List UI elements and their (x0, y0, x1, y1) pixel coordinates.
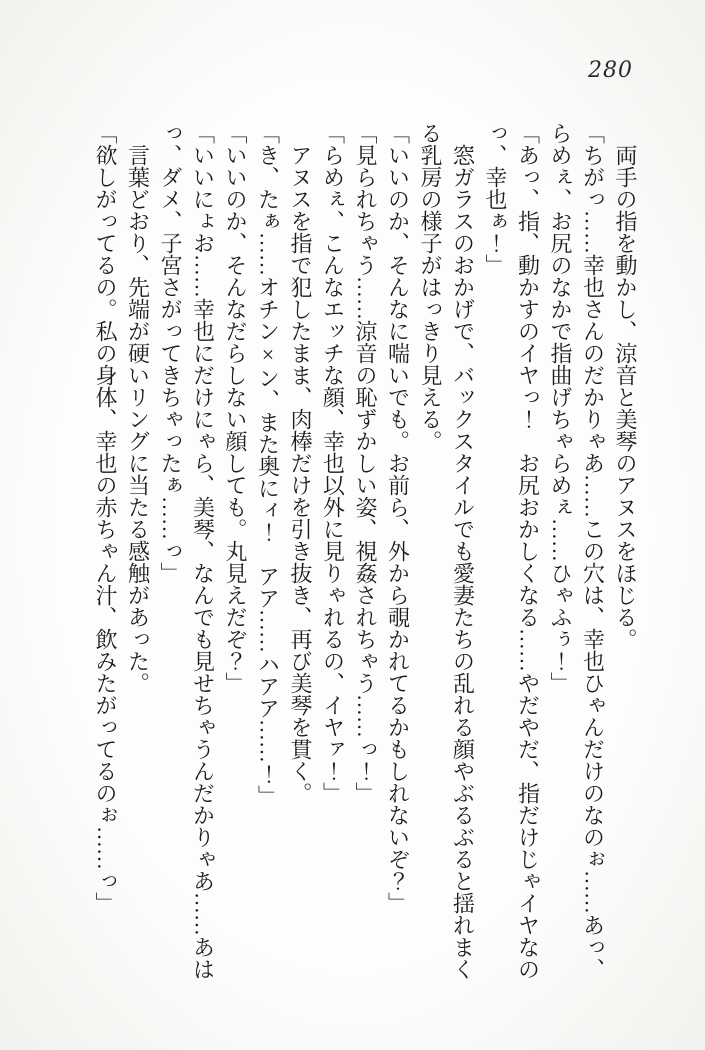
paragraph: 「いいのか、そんなだらしない顔しても。丸見えだぞ？」 (223, 122, 248, 694)
paragraph: 「らめぇ、こんなエッチな顔、幸也以外に見りゃれるの、イヤァ！」 (320, 122, 346, 804)
paragraph: 「いいのか、そんなに喘いでも。お前ら、外から覗かれてるかもしれないぞ？」 (385, 122, 411, 914)
paragraph: アヌスを指で犯したまま、肉棒だけを引き抜き、再び美琴を貫く。 (288, 144, 313, 804)
paragraph: 「欲しがってるの。私の身体、幸也の赤ちゃん汁、飲みたがってるのぉ……っ」 (93, 122, 118, 914)
vertical-text-block (89, 122, 642, 982)
paragraph: 窓ガラスのおかげで、バックスタイルでも愛妻たちの乱れる顔やぶるぶると揺れまくる乳房の様子がはっきり見える。 (418, 122, 476, 980)
paragraph: 「見られちゃう……涼音の恥ずかしい姿、視姦されちゃう……っ！」 (353, 122, 378, 804)
paragraph: 「いいにょお……幸也にだけにゃら、美琴、なんでも見せちゃうんだかりゃあ……あはっ、ダメ、子宮さがってきちゃったぁ……っ」 (158, 122, 216, 980)
paragraph: 両手の指を動かし、涼音と美琴のアヌスをほじる。 (613, 144, 638, 650)
paragraph: 言葉どおり、先端が硬いリングに当たる感触があった。 (125, 144, 151, 694)
page-number: 280 (588, 58, 633, 83)
paragraph: 「き、たぁ……オチン×ン、また奥にィ！ アア……ハアア……！」 (255, 122, 281, 807)
paragraph: 「あっ、指、動かすのイヤっ！ お尻おかしくなる……やだやだ、指だけじゃイヤなのっ、幸也ぁ！」 (483, 122, 541, 980)
paragraph: 「ちがっ……幸也さんのだかりゃあ……この穴は、幸也ひゃんだけのなのぉ……あっ、らめぇ、お尻のなかで指曲げちゃらめぇ……ひゃふぅ！」 (548, 122, 606, 980)
